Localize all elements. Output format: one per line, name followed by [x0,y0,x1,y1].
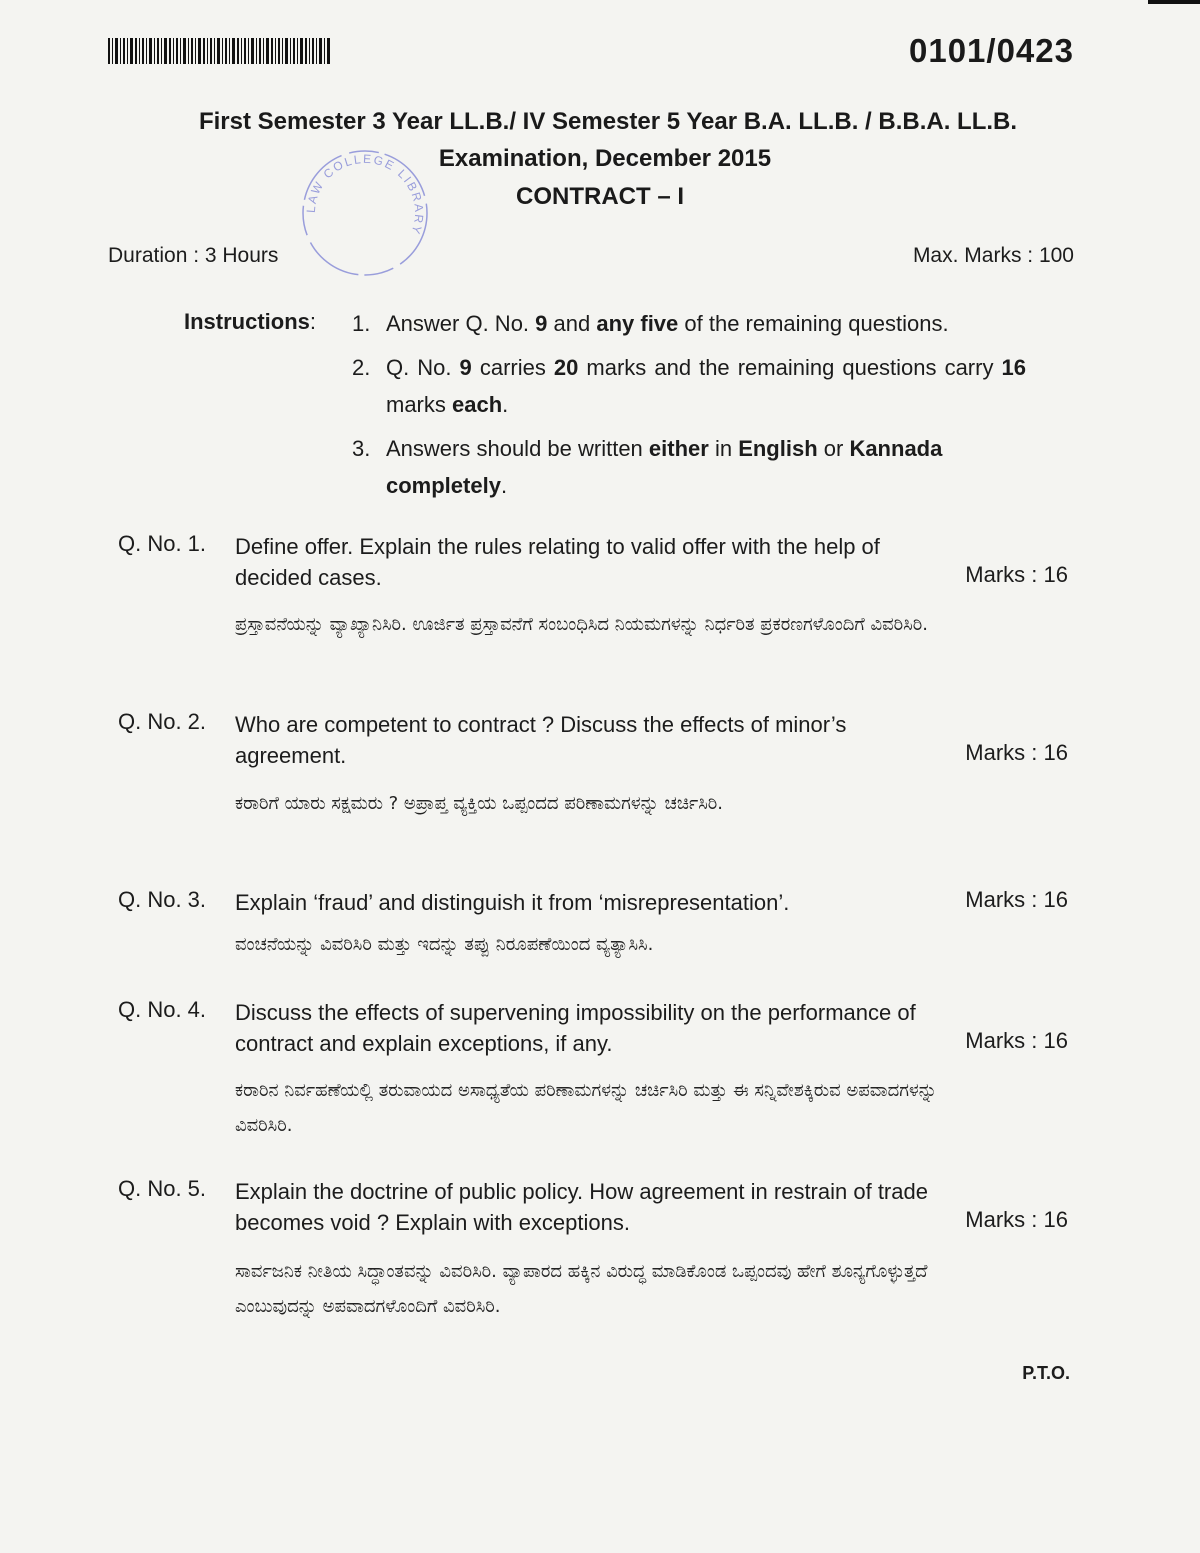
question-number: Q. No. 2. [118,709,207,734]
question-kannada: ಪ್ರಸ್ತಾವನೆಯನ್ನು ವ್ಯಾಖ್ಯಾನಿಸಿರಿ. ಊರ್ಜಿತ ಪ್ರಸ್ತಾವನೆಗೆ ಸಂಬಂಧಿಸಿದ ನಿಯಮಗಳನ್ನು ನಿರ್ಧರಿತ ಪ್ರಕರಣಗಳೊಂದಿಗೆ ವಿವರಿಸಿರಿ. [235,614,928,635]
subject-title: CONTRACT – I [516,183,684,210]
question-number: Q. No. 3. [118,887,207,912]
duration: Duration : 3 Hours [108,244,279,267]
question-number: Q. No. 5. [118,1176,207,1201]
question-1 [118,531,1078,681]
question-4 [118,997,1078,1147]
question-2 [118,709,1078,859]
question-number: Q. No. 1. [118,531,207,556]
max-marks: Max. Marks : 100 [912,244,1074,267]
question-text: Who are competent to contract ? Discuss the effects of minor’s agreement. [235,712,847,768]
question-kannada: ಕರಾರಿನ ನಿರ್ವಹಣೆಯಲ್ಲಿ ತರುವಾಯದ ಅಸಾಧ್ಯತೆಯ ಪರಿಣಾಮಗಳನ್ನು ಚರ್ಚಿಸಿರಿ ಮತ್ತು ಈ ಸನ್ನಿವೇಶಕ್ಕಿರುವ ಅಪವಾದಗಳನ್ನು ವಿವರಿಸಿರಿ. [235,1080,937,1136]
question-kannada: ಸಾರ್ವಜನಿಕ ನೀತಿಯ ಸಿದ್ಧಾಂತವನ್ನು ವಿವರಿಸಿರಿ. ವ್ಯಾಪಾರದ ಹಕ್ಕಿನ ವಿರುದ್ಧ ಮಾಡಿಕೊಂಡ ಒಪ್ಪಂದವು ಹೇಗೆ ಶೂನ್ಯಗೊಳ್ಳುತ್ತದೆ ಎಂಬುವುದನ್ನು ಅಪವಾದಗಳೊಂದಿಗೆ ವಿವರಿಸಿರಿ. [235,1261,928,1317]
question-marks: Marks : 16 [965,740,1068,765]
question-text: Explain ‘fraud’ and distinguish it from ‘misrepresentation’. [235,890,790,915]
instruction-1: 1. Answer Q. No. 9 and any five of the remaining questions. [352,311,949,336]
paper-code: 0101/0423 [909,32,1074,69]
pto-note: P.T.O. [1022,1363,1070,1383]
exam-title: First Semester 3 Year LL.B./ IV Semester 5 Year B.A. LL.B. / B.B.A. LL.B. [198,108,1018,135]
scan-edge-mark [1148,0,1200,4]
question-3 [118,887,1078,967]
question-text: Define offer. Explain the rules relating to valid offer with the help of decided cases. [235,534,880,590]
instructions-label: Instructions: [184,309,317,334]
barcode [108,38,330,64]
stamp-text: LAW COLLEGE LIBRARY [303,151,427,238]
question-kannada: ವಂಚನೆಯನ್ನು ವಿವರಿಸಿರಿ ಮತ್ತು ಇದನ್ನು ತಪ್ಪು ನಿರೂಪಣೆಯಿಂದ ವ್ಯತ್ಯಾಸಿಸಿ. [235,934,654,955]
svg-text:LAW COLLEGE LIBRARY [304,152,426,238]
question-text: Discuss the effects of supervening impossibility on the performance of contract and explain exceptions, if any. [235,1000,916,1056]
question-marks: Marks : 16 [965,1028,1068,1053]
question-number: Q. No. 4. [118,997,207,1022]
question-text: Explain the doctrine of public policy. How agreement in restrain of trade becomes void ? Explain with exceptions. [235,1179,928,1235]
question-kannada: ಕರಾರಿಗೆ ಯಾರು ಸಕ್ಷಮರು ? ಅಪ್ರಾಪ್ತ ವ್ಯಕ್ತಿಯ ಒಪ್ಪಂದದ ಪರಿಣಾಮಗಳನ್ನು ಚರ್ಚಿಸಿರಿ. [235,793,724,814]
question-marks: Marks : 16 [965,1207,1068,1232]
instruction-2: 2. Q. No. 9 carries 20 marks and the remaining questions carry 16 marks each. [352,355,1026,417]
question-marks: Marks : 16 [965,887,1068,912]
question-marks: Marks : 16 [965,562,1068,587]
question-5 [118,1176,1078,1366]
library-stamp [290,138,440,288]
exam-session: Examination, December 2015 [438,145,772,172]
instruction-3: 3. Answers should be written either in English or Kannada completely. [352,436,943,498]
